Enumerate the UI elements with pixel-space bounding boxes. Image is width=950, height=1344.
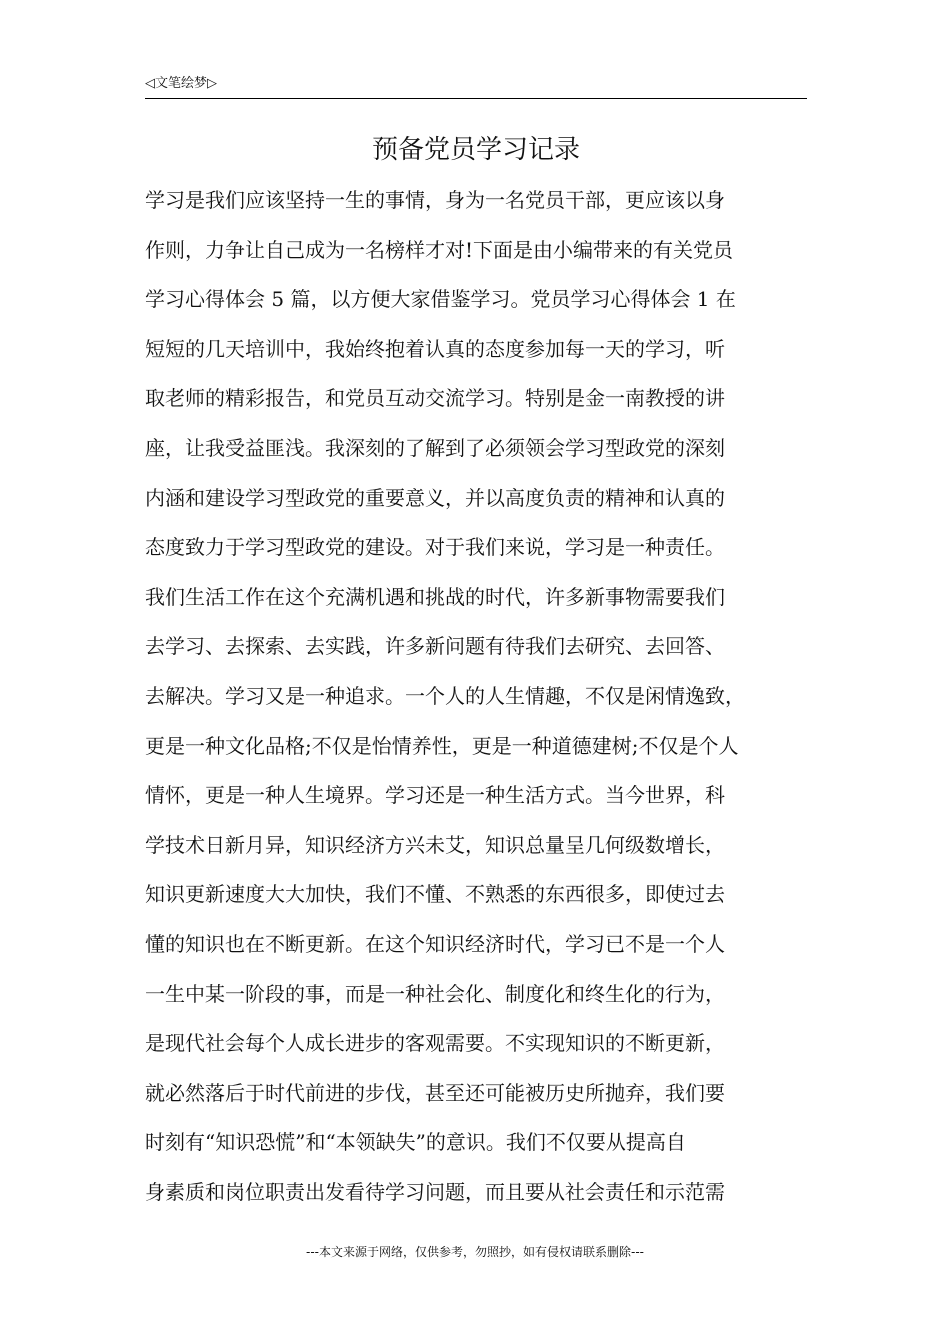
body-line: 学习心得体会 5 篇，以方便大家借鉴学习。党员学习心得体会 1 在: [145, 287, 736, 312]
body-line: 座，让我受益匪浅。我深刻的了解到了必须领会学习型政党的深刻: [145, 435, 725, 460]
page-header: [145, 72, 807, 99]
body-line: 更是一种文化品格;不仅是怡情养性，更是一种道德建树;不仅是个人: [145, 733, 739, 758]
body-line: 学技术日新月异，知识经济方兴未艾，知识总量呈几何级数增长，: [145, 832, 725, 857]
document-body: [145, 176, 825, 1217]
document-title: 预备党员学习记录: [371, 135, 580, 165]
body-line: 身素质和岗位职责出发看待学习问题，而且要从社会责任和示范需: [145, 1179, 725, 1204]
header-brand: ◁文笔绘梦▷: [145, 76, 217, 91]
body-line: 就必然落后于时代前进的步伐，甚至还可能被历史所抛弃，我们要: [145, 1080, 725, 1105]
body-line: 短短的几天培训中，我始终抱着认真的态度参加每一天的学习，听: [145, 336, 725, 361]
body-line: 内涵和建设学习型政党的重要意义，并以高度负责的精神和认真的: [145, 485, 725, 510]
body-line: 去学习、去探索、去实践，许多新问题有待我们去研究、去回答、: [145, 634, 725, 659]
body-line: 我们生活工作在这个充满机遇和挑战的时代，许多新事物需要我们: [145, 584, 725, 609]
body-line: 学习是我们应该坚持一生的事情，身为一名党员干部，更应该以身: [145, 188, 725, 212]
body-line: 态度致力于学习型政党的建设。对于我们来说，学习是一种责任。: [145, 535, 725, 560]
body-line: 取老师的精彩报告，和党员互动交流学习。特别是金一南教授的讲: [145, 386, 725, 411]
footer-notice: ---本文来源于网络，仅供参考，勿照抄，如有侵权请联系删除---: [306, 1245, 644, 1259]
body-line: 懂的知识也在不断更新。在这个知识经济时代，学习已不是一个人: [145, 931, 725, 956]
body-line: 一生中某一阶段的事，而是一种社会化、制度化和终生化的行为，: [145, 981, 725, 1006]
body-line: 情怀，更是一种人生境界。学习还是一种生活方式。当今世界，科: [145, 783, 725, 808]
body-line: 去解决。学习又是一种追求。一个人的人生情趣，不仅是闲情逸致，: [145, 683, 745, 708]
body-line: 作则，力争让自己成为一名榜样才对!下面是由小编带来的有关党员: [145, 237, 734, 262]
body-line: 是现代社会每个人成长进步的客观需要。不实现知识的不断更新，: [145, 1031, 725, 1056]
body-line: 时刻有“知识恐慌”和“本领缺失”的意识。我们不仅要从提高自: [145, 1130, 686, 1155]
body-line: 知识更新速度大大加快，我们不懂、不熟悉的东西很多，即使过去: [145, 882, 725, 907]
